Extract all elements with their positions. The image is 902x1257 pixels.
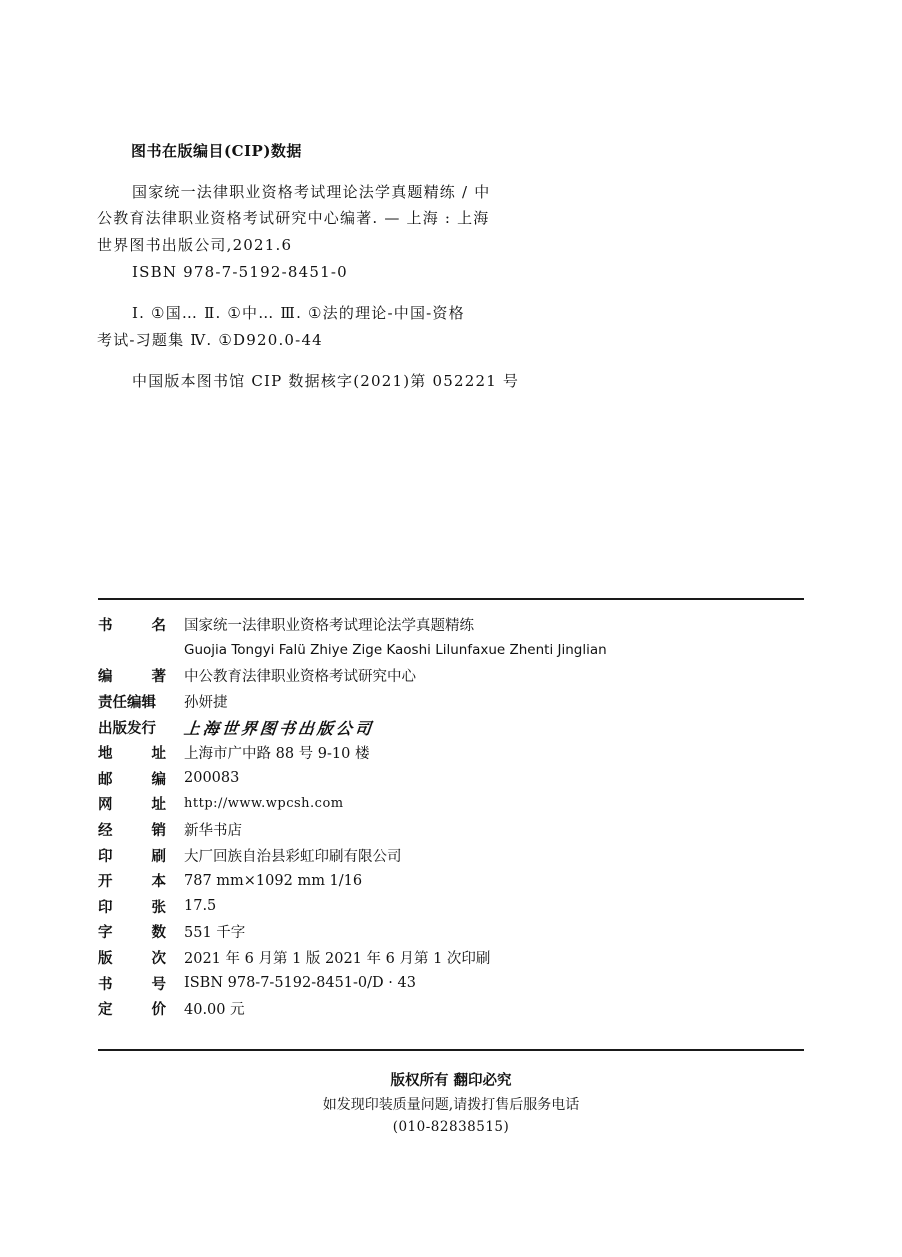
- label-char: 址: [151, 797, 166, 814]
- colophon-value-editor: 孙妍捷: [184, 695, 228, 712]
- cip-verification-line: 中国版本图书馆 CIP 数据核字(2021)第 052221 号: [132, 372, 520, 390]
- colophon-row-edition: [98, 945, 804, 971]
- label-char: 定: [98, 1002, 113, 1019]
- colophon-value-distributor: 新华书店: [184, 823, 242, 840]
- colophon-value-address: 上海市广中路 88 号 9-10 楼: [184, 746, 370, 763]
- colophon-value-book-name: 国家统一法律职业资格考试理论法学真题精练: [184, 618, 474, 635]
- colophon-row-wordcount: [98, 919, 804, 945]
- colophon-label: [98, 973, 184, 994]
- label-char: 编: [151, 771, 166, 788]
- colophon-row-book-name: [98, 612, 804, 638]
- label-char: 著: [151, 669, 166, 686]
- label-char: 出版发行: [98, 720, 156, 737]
- colophon-label: [98, 819, 184, 840]
- label-char: 经: [98, 823, 113, 840]
- colophon-value-printer: 大厂回族自治县彩虹印刷有限公司: [184, 848, 402, 865]
- colophon-value-postcode: 200083: [184, 770, 240, 787]
- top-rule: [98, 598, 804, 600]
- colophon-row-website: [98, 791, 804, 817]
- label-char: 责任编辑: [98, 695, 156, 712]
- label-char: 价: [151, 1002, 166, 1019]
- colophon-row-address: [98, 740, 804, 766]
- colophon-label: [98, 870, 184, 891]
- colophon-value-wordcount: 551 千字: [184, 925, 246, 942]
- colophon-label: [98, 896, 184, 917]
- colophon-row-format: [98, 868, 804, 894]
- cip-classification-line-1: Ⅰ. ①国… Ⅱ. ①中… Ⅲ. ①法的理论-中国-资格: [132, 304, 465, 322]
- colophon-label: [98, 793, 184, 814]
- cip-heading: 图书在版编目(CIP)数据: [131, 142, 302, 160]
- colophon-value-pinyin: Guojia Tongyi Falü Zhiye Zige Kaoshi Lilunfaxue Zhenti Jinglian: [184, 642, 607, 659]
- label-char: 版: [98, 951, 113, 968]
- colophon-row-sheets: [98, 894, 804, 920]
- colophon-row-price: [98, 996, 804, 1022]
- colophon-value-format: 787 mm×1092 mm 1/16: [184, 872, 363, 889]
- label-char: 编: [98, 669, 113, 686]
- label-char: 开: [98, 874, 113, 891]
- publisher-logotype: 上海世界图书出版公司: [182, 718, 375, 738]
- label-char: 址: [151, 746, 166, 763]
- label-char: 刷: [151, 848, 166, 865]
- label-char: 书: [98, 976, 113, 993]
- colophon-row-pinyin: [98, 638, 804, 664]
- colophon-table: [98, 612, 804, 1022]
- label-char: 印: [98, 848, 113, 865]
- label-char: 名: [151, 618, 166, 635]
- colophon-value-isbn: ISBN 978-7-5192-8451-0/D · 43: [184, 975, 416, 992]
- label-char: 印: [98, 899, 113, 916]
- colophon-value-publisher: [184, 716, 374, 739]
- label-char: 号: [151, 976, 166, 993]
- label-char: 字: [98, 925, 113, 942]
- colophon-row-printer: [98, 842, 804, 868]
- label-char: 网: [98, 797, 113, 814]
- label-char: 书: [98, 618, 113, 635]
- colophon-label: [98, 845, 184, 866]
- cip-classification-line-2: 考试-习题集 Ⅳ. ①D920.0-44: [97, 331, 323, 349]
- label-char: 地: [98, 746, 113, 763]
- label-char: 数: [151, 925, 166, 942]
- colophon-value-website: http://www.wpcsh.com: [184, 796, 344, 812]
- label-char: 邮: [98, 771, 113, 788]
- cip-isbn-line: ISBN 978-7-5192-8451-0: [132, 263, 348, 281]
- label-char: 销: [151, 823, 166, 840]
- colophon-label: [98, 614, 184, 635]
- colophon-value-edition: 2021 年 6 月第 1 版 2021 年 6 月第 1 次印刷: [184, 951, 491, 968]
- copyright-notice: 版权所有 翻印必究: [390, 1073, 512, 1089]
- colophon-label: [98, 717, 184, 738]
- colophon-label: [98, 768, 184, 789]
- colophon-label: [98, 665, 184, 686]
- colophon-label: [98, 998, 184, 1019]
- colophon-label: [98, 921, 184, 942]
- cip-line-3: 世界图书出版公司,2021.6: [97, 236, 293, 254]
- colophon-label: [98, 742, 184, 763]
- colophon-row-isbn: [98, 970, 804, 996]
- colophon-row-publisher: [98, 714, 804, 740]
- label-char: 次: [151, 951, 166, 968]
- label-char: 张: [151, 899, 166, 916]
- colophon-row-distributor: [98, 817, 804, 843]
- cip-line-1: 国家统一法律职业资格考试理论法学真题精练 / 中: [132, 183, 491, 201]
- colophon-label: [98, 691, 184, 712]
- colophon-row-postcode: [98, 766, 804, 792]
- colophon-label: [98, 947, 184, 968]
- bottom-rule: [98, 1049, 804, 1051]
- colophon-value-sheets: 17.5: [184, 898, 217, 915]
- colophon-value-author: 中公教育法律职业资格考试研究中心: [184, 669, 416, 686]
- colophon-row-author: [98, 663, 804, 689]
- cip-line-2: 公教育法律职业资格考试研究中心编著. — 上海 : 上海: [97, 209, 490, 227]
- label-char: 本: [151, 874, 166, 891]
- colophon-row-editor: [98, 689, 804, 715]
- service-note: 如发现印装质量问题,请拨打售后服务电话: [322, 1097, 580, 1113]
- colophon-value-price: 40.00 元: [184, 1002, 245, 1019]
- service-phone: (010-82838515): [392, 1119, 510, 1135]
